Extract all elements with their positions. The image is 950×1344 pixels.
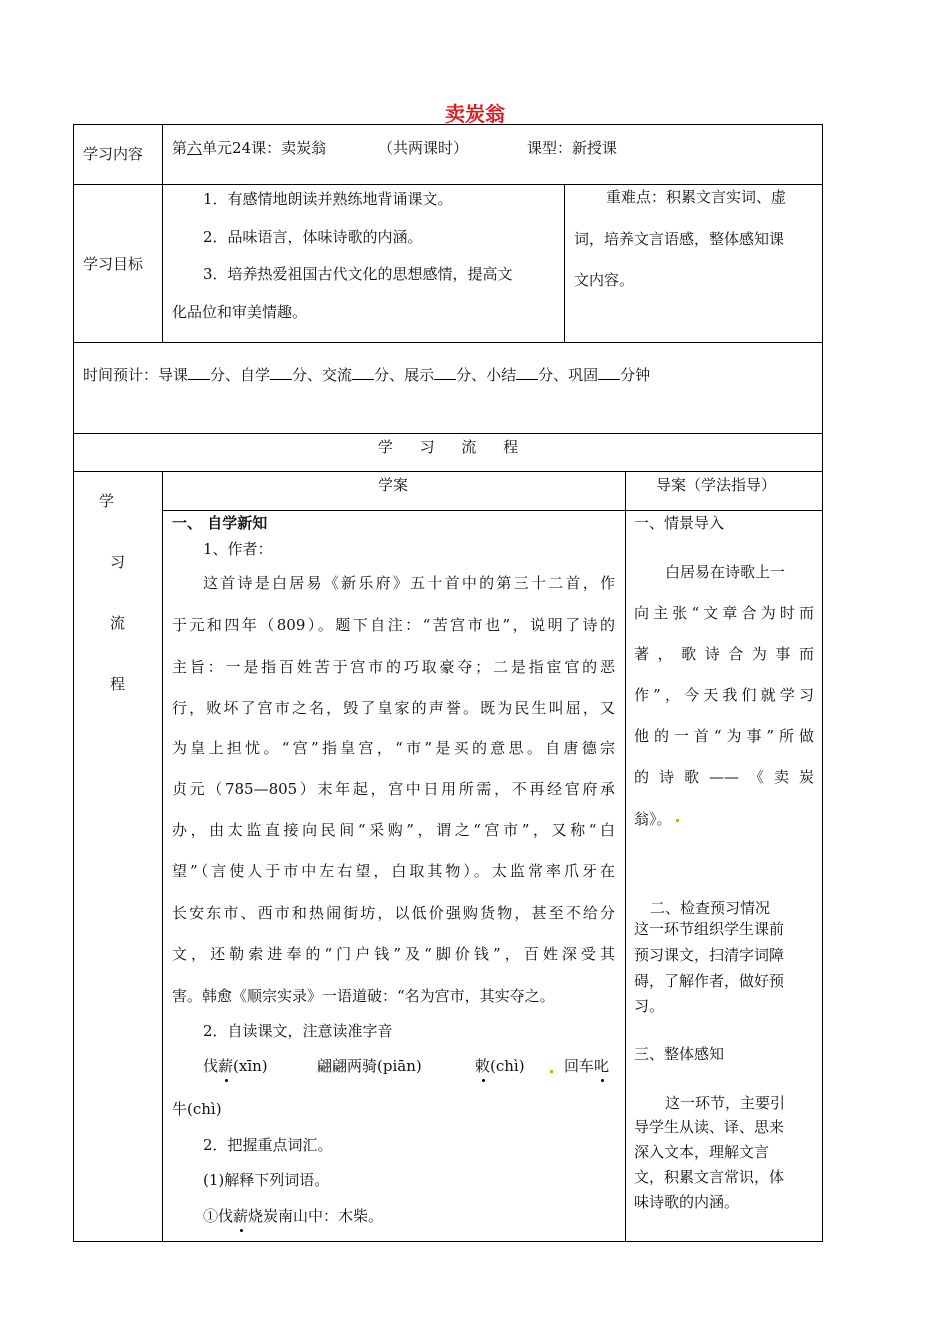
paragraph-line: 这首诗是白居易《新乐府》五十首中的第三十二首，作	[203, 574, 615, 592]
content-label: 学习内容	[83, 145, 144, 163]
row-divider	[73, 342, 823, 343]
read-label: 2．自读课文，注意读准字音	[203, 1022, 393, 1040]
paragraph-line: 于元和四年（809）。题下自注：“苦宫市也”，说明了诗的	[172, 616, 615, 634]
paragraph-line: 为皇上担忧。“宫”指皇宫，“市”是买的意思。自唐德宗	[172, 739, 615, 757]
flow-header: 学 习 流 程	[377, 438, 519, 456]
key-points-line: 词，培养文言语感，整体感知课	[574, 230, 785, 248]
guide-line: 味诗歌的内涵。	[634, 1193, 740, 1211]
col-divider	[162, 124, 163, 342]
paragraph-line: 行，败坏了宫市之名，毁了皇家的声誉。既为民生叫屈，又	[172, 699, 615, 717]
goal-item: 化品位和审美情趣。	[172, 303, 308, 321]
guide-line: 习。	[634, 997, 665, 1015]
vocab-item: ①伐薪烧炭南山中：木柴。	[203, 1207, 384, 1225]
guide-line: 这一环节，主要引	[665, 1094, 786, 1112]
goal-item: 2．品味语言，体味诗歌的内涵。	[203, 228, 423, 246]
key-points-line: 文内容。	[574, 271, 635, 289]
col-guide-header: 导案（学法指导）	[656, 476, 777, 494]
col-divider	[564, 184, 565, 342]
document-title: 卖炭翁	[445, 102, 505, 126]
guide-line: 这一环节组织学生课前	[634, 920, 785, 938]
guide-line: 白居易在诗歌上一	[665, 563, 786, 581]
guide-line: 作”，今天我们就学习	[634, 686, 814, 704]
unit-number: 六	[187, 139, 203, 157]
paragraph-line: 文，还勒索进奉的“门户钱”及“脚价钱”，百姓深受其	[172, 945, 615, 963]
guide-line: 导学生从读、译、思来	[634, 1118, 785, 1136]
blank-field	[434, 365, 456, 380]
guide-line: 著，歌诗合为事而	[634, 645, 814, 663]
row-divider	[73, 433, 823, 434]
explain-label: (1)解释下列词语。	[203, 1171, 330, 1189]
guide-line: 文，积累文言常识，体	[634, 1168, 785, 1186]
lesson-table	[73, 124, 823, 1242]
guide-line: 他的一首“为事”所做	[634, 727, 814, 745]
guide-line: 碍，了解作者，做好预	[634, 972, 785, 990]
guide-line: 的诗歌——《卖炭	[634, 768, 814, 786]
key-points-line: 重难点：积累文言实词、虚	[606, 188, 787, 206]
pron-item: 敕(chì)	[475, 1057, 525, 1075]
author-label: 1、作者：	[203, 540, 273, 558]
highlight-mark	[550, 1063, 553, 1078]
blank-field	[270, 365, 292, 380]
guide-section-title: 一、情景导入	[634, 514, 725, 532]
pron-item: 回车叱	[564, 1057, 610, 1075]
sessions-count: （共两课时）	[378, 139, 469, 157]
guide-line: 深入文本，理解文言	[634, 1143, 770, 1161]
goal-item: 3．培养热爱祖国古代文化的思想感情，提高文	[203, 265, 513, 283]
side-char: 学	[99, 492, 115, 510]
row-divider	[73, 184, 823, 185]
blank-field	[352, 365, 374, 380]
side-char: 程	[110, 675, 126, 693]
col-divider	[625, 471, 626, 1242]
paragraph-line: 贞元（785—805）末年起，宫中日用所需，不再经官府承	[172, 780, 615, 798]
row-divider	[162, 510, 823, 511]
guide-line: 向主张“文章合为时而	[634, 604, 814, 622]
row-divider	[73, 471, 823, 472]
blank-field	[516, 365, 538, 380]
pron-item: 翩翩两骑(piān)	[317, 1057, 422, 1075]
paragraph-line: 害。韩愈《顺宗实录》一语道破：“名为宫市，其实夺之。	[172, 987, 555, 1005]
guide-line: 预习课文，扫清字词障	[634, 946, 785, 964]
goal-item: 1．有感情地朗读并熟练地背诵课文。	[203, 190, 453, 208]
goals-label: 学习目标	[83, 255, 144, 273]
unit-info: 第六单元24课：卖炭翁	[172, 139, 327, 157]
vocab-label: 2．把握重点词汇。	[203, 1136, 333, 1154]
paragraph-line: 办，由太监直接向民间“采购”，谓之“宫市”，又称“白	[172, 821, 615, 839]
guide-section-title: 二、检查预习情况	[650, 899, 771, 917]
guide-line: 翁》。	[634, 812, 679, 827]
paragraph-line: 长安东市、西市和热闹街坊，以低价强购货物，甚至不给分	[172, 904, 615, 922]
side-char: 流	[110, 614, 126, 632]
pron-item: 伐薪(xīn)	[203, 1057, 268, 1075]
blank-field	[598, 365, 620, 380]
side-char: 习	[110, 553, 126, 571]
time-estimate: 时间预计：导课 分、自学 分、交流 分、展示 分、小结 分、巩固 分钟	[83, 366, 651, 384]
paragraph-line: 望”（言使人于市中左右望，白取其物）。太监常率爪牙在	[172, 862, 615, 880]
col-study-header: 学案	[378, 476, 409, 494]
pron-item: 牛(chì)	[172, 1100, 222, 1118]
section-self-study: 一、 自学新知	[172, 514, 268, 532]
paragraph-line: 主旨：一是指百姓苦于宫市的巧取豪夺；二是指宦官的恶	[172, 658, 615, 676]
lesson-type: 课型：新授课	[527, 139, 618, 157]
blank-field	[188, 365, 210, 380]
guide-section-title: 三、整体感知	[634, 1045, 725, 1063]
col-divider	[162, 471, 163, 1242]
